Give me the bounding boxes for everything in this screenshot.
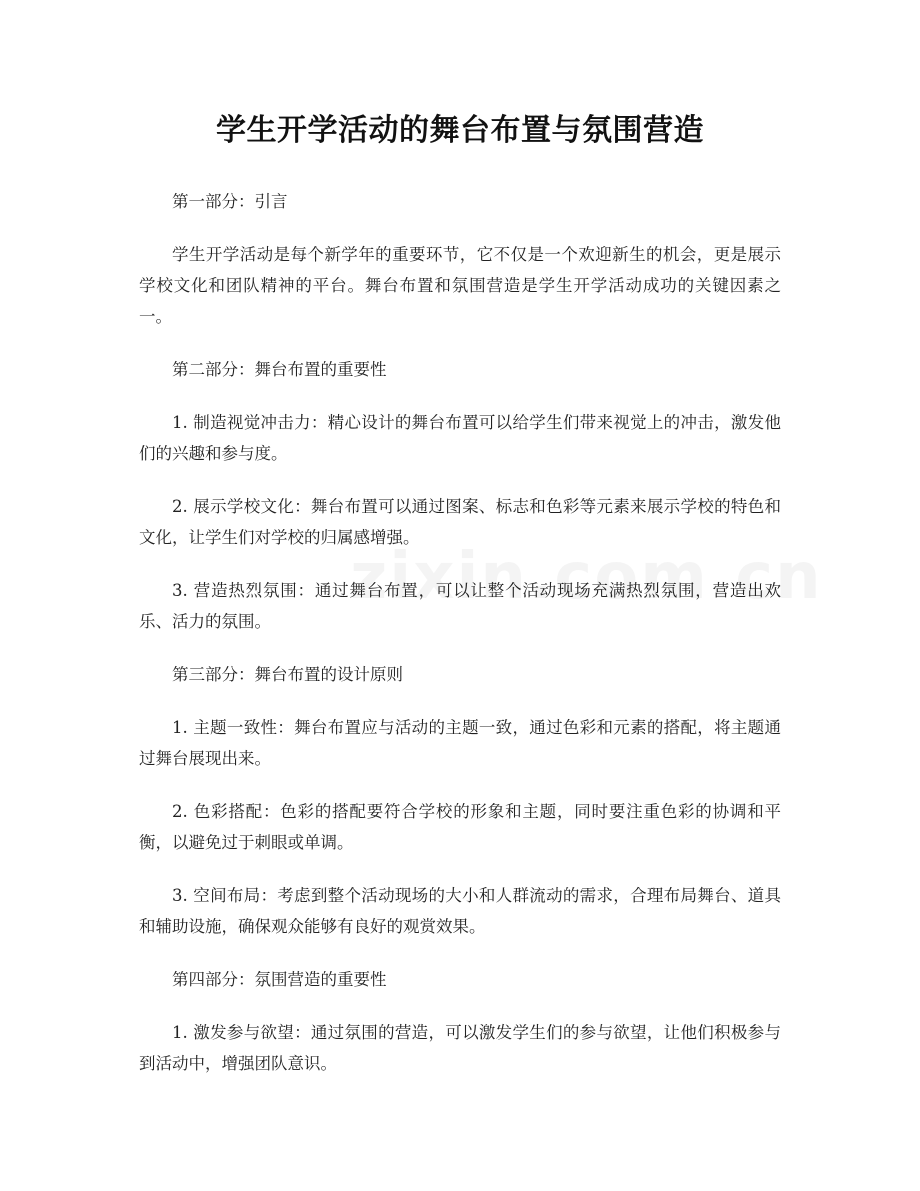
- document-title: 学生开学活动的舞台布置与氛围营造: [216, 113, 704, 148]
- list-item-theme-consistency: 1. 主题一致性：舞台布置应与活动的主题一致，通过色彩和元素的搭配，将主题通过舞台展现出来。: [139, 718, 781, 768]
- list-item-participation: 1. 激发参与欲望：通过氛围的营造，可以激发学生们的参与欲望，让他们积极参与到活动中，增强团队意识。: [139, 1023, 781, 1073]
- list-item-visual-impact: 1. 制造视觉冲击力：精心设计的舞台布置可以给学生们带来视觉上的冲击，激发他们的兴趣和参与度。: [139, 413, 781, 463]
- list-item-school-culture: 2. 展示学校文化：舞台布置可以通过图案、标志和色彩等元素来展示学校的特色和文化，让学生们对学校的归属感增强。: [139, 497, 781, 547]
- paragraph-intro: 学生开学活动是每个新学年的重要环节，它不仅是一个欢迎新生的机会，更是展示学校文化和团队精神的平台。舞台布置和氛围营造是学生开学活动成功的关键因素之一。: [139, 245, 781, 326]
- section-heading-atmosphere-importance: 第四部分：氛围营造的重要性: [172, 970, 387, 989]
- section-heading-design-principles: 第三部分：舞台布置的设计原则: [172, 665, 403, 684]
- list-item-color-matching: 2. 色彩搭配：色彩的搭配要符合学校的形象和主题，同时要注重色彩的协调和平衡，以避免过于刺眼或单调。: [139, 802, 781, 852]
- section-heading-stage-importance: 第二部分：舞台布置的重要性: [172, 360, 387, 379]
- section-heading-intro: 第一部分：引言: [172, 192, 288, 211]
- list-item-space-layout: 3. 空间布局：考虑到整个活动现场的大小和人群流动的需求，合理布局舞台、道具和辅助设施，确保观众能够有良好的观赏效果。: [139, 886, 781, 936]
- list-item-warm-atmosphere: 3. 营造热烈氛围：通过舞台布置，可以让整个活动现场充满热烈氛围，营造出欢乐、活力的氛围。: [139, 581, 781, 631]
